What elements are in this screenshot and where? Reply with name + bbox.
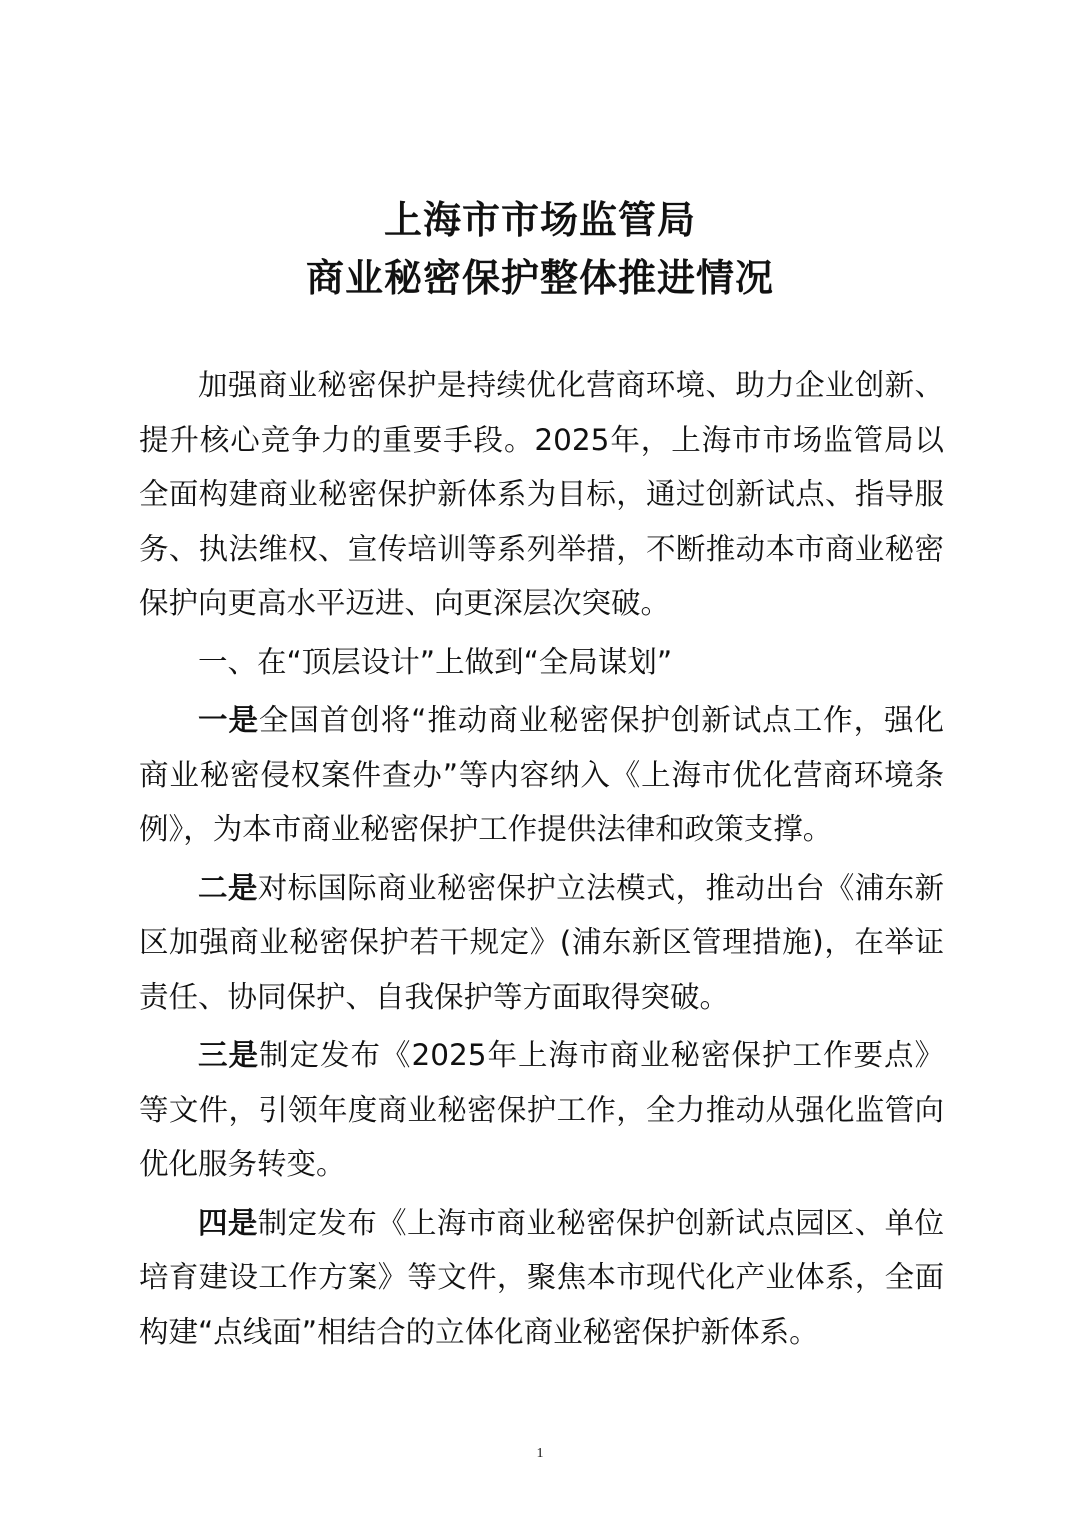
- title-line-1: 上海市市场监管局: [383, 197, 696, 242]
- list-item: [139, 1028, 944, 1192]
- item-lead: 三是: [198, 1038, 259, 1072]
- intro-paragraph: 加强商业秘密保护是持续优化营商环境、助力企业创新、提升核心竞争力的重要手段。2025年，上海市市场监管局以全面构建商业秘密保护新体系为目标，通过创新试点、指导服务、执法维权、宣传培训等系列举措，不断推动本市商业秘密保护向更高水平迈进、向更深层次突破。: [139, 368, 944, 620]
- page-number: 1: [536, 1446, 544, 1461]
- item-lead: 二是: [198, 870, 258, 905]
- document-body: [139, 358, 944, 1363]
- item-text: 对标国际商业秘密保护立法模式，推动出台《浦东新区加强商业秘密保护若干规定》(浦东新区管理措施)，在举证责任、协同保护、自我保护等方面取得突破。: [139, 870, 944, 1014]
- list-item: [139, 693, 944, 857]
- item-lead: 四是: [198, 1205, 258, 1240]
- list-item: [139, 1196, 944, 1360]
- list-item: [139, 861, 944, 1025]
- item-text: 制定发布《2025年上海市商业秘密保护工作要点》等文件，引领年度商业秘密保护工作，全力推动从强化监管向优化服务转变。: [139, 1038, 944, 1181]
- title-line-2: 商业秘密保护整体推进情况: [305, 255, 774, 300]
- item-text: 制定发布《上海市商业秘密保护创新试点园区、单位培育建设工作方案》等文件，聚焦本市现代化产业体系，全面构建“点线面”相结合的立体化商业秘密保护新体系。: [139, 1205, 944, 1349]
- item-lead: 一是: [198, 703, 259, 737]
- item-text: 全国首创将“推动商业秘密保护创新试点工作，强化商业秘密侵权案件查办”等内容纳入《上海市优化营商环境条例》，为本市商业秘密保护工作提供法律和政策支撑。: [139, 703, 944, 846]
- section-heading: 一、在“顶层设计”上做到“全局谋划”: [198, 644, 673, 679]
